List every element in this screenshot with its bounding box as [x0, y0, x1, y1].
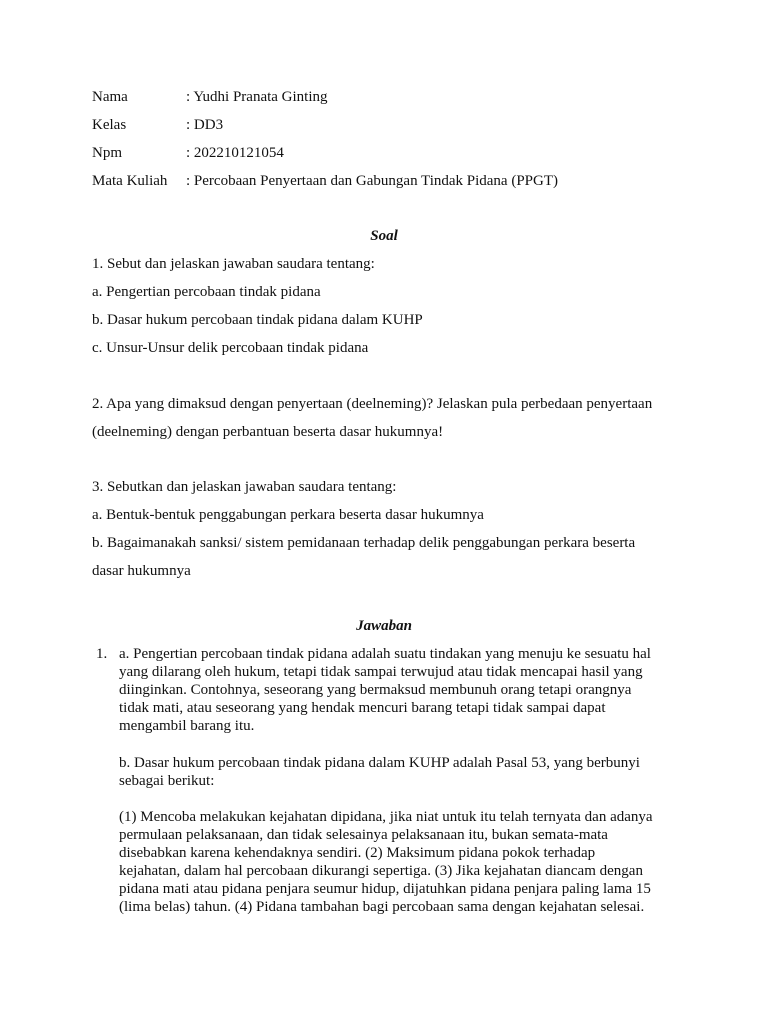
- article-text-line: permulaan pelaksanaan, dan tidak selesainya pelaksanaan itu, bukan semata-mata: [119, 827, 608, 843]
- answer-1b-line: sebagai berikut:: [119, 773, 215, 789]
- course-value: : Percobaan Penyertaan dan Gabungan Tindak Pidana (PPGT): [186, 173, 559, 189]
- article-text-line: disebabkan karena kehendaknya sendiri. (2) Maksimum pidana pokok terhadap: [119, 845, 596, 861]
- name-value: : Yudhi Pranata Ginting: [186, 89, 328, 105]
- answers-heading: Jawaban: [356, 618, 412, 634]
- question-3b-line-1: b. Bagaimanakah sanksi/ sistem pemidanaan terhadap delik penggabungan perkara beserta: [92, 535, 636, 551]
- article-text-line: (1) Mencoba melakukan kejahatan dipidana, jika niat untuk itu telah ternyata dan adanya: [119, 809, 653, 825]
- question-3-main: 3. Sebutkan dan jelaskan jawaban saudara tentang:: [92, 479, 397, 495]
- answer-1a-line: mengambil barang itu.: [119, 718, 255, 734]
- course-label: Mata Kuliah: [92, 173, 168, 189]
- npm-label: Npm: [92, 145, 122, 161]
- class-value: : DD3: [186, 117, 224, 133]
- answer-1a-line: tidak mati, atau seseorang yang hendak mencuri barang tetapi tidak sampai dapat: [119, 700, 606, 716]
- answer-1-number: 1.: [96, 646, 108, 662]
- name-label: Nama: [92, 89, 128, 105]
- article-text-line: kejahatan, dalam hal percobaan dikurangi sepertiga. (3) Jika kejahatan diancam dengan: [119, 863, 643, 879]
- article-text-line: (lima belas) tahun. (4) Pidana tambahan bagi percobaan sama dengan kejahatan selesai.: [119, 899, 645, 915]
- answer-1a-line: diinginkan. Contohnya, seseorang yang bermaksud membunuh orang tetapi orangnya: [119, 682, 632, 698]
- questions-heading: Soal: [370, 228, 398, 244]
- npm-value: : 202210121054: [186, 145, 284, 161]
- question-3b-line-2: dasar hukumnya: [92, 563, 191, 579]
- question-1b: b. Dasar hukum percobaan tindak pidana dalam KUHP: [92, 312, 423, 328]
- article-text-line: pidana mati atau pidana penjara seumur hidup, dijatuhkan pidana penjara paling lama 15: [119, 881, 651, 897]
- question-2-line-2: (deelneming) dengan perbantuan beserta dasar hukumnya!: [92, 424, 444, 440]
- question-2-line-1: 2. Apa yang dimaksud dengan penyertaan (deelneming)? Jelaskan pula perbedaan penyertaan: [92, 396, 653, 412]
- question-3a: a. Bentuk-bentuk penggabungan perkara beserta dasar hukumnya: [92, 507, 484, 523]
- question-1-main: 1. Sebut dan jelaskan jawaban saudara tentang:: [92, 256, 375, 272]
- question-1c: c. Unsur-Unsur delik percobaan tindak pidana: [92, 340, 369, 356]
- question-1a: a. Pengertian percobaan tindak pidana: [92, 284, 321, 300]
- answer-1a-line: a. Pengertian percobaan tindak pidana adalah suatu tindakan yang menuju ke sesuatu hal: [119, 646, 651, 662]
- answer-1b-line: b. Dasar hukum percobaan tindak pidana dalam KUHP adalah Pasal 53, yang berbunyi: [119, 755, 640, 771]
- answer-1a-line: yang dilarang oleh hukum, tetapi tidak sampai terwujud atau tidak mencapai hasil yang: [119, 664, 643, 680]
- class-label: Kelas: [92, 117, 127, 133]
